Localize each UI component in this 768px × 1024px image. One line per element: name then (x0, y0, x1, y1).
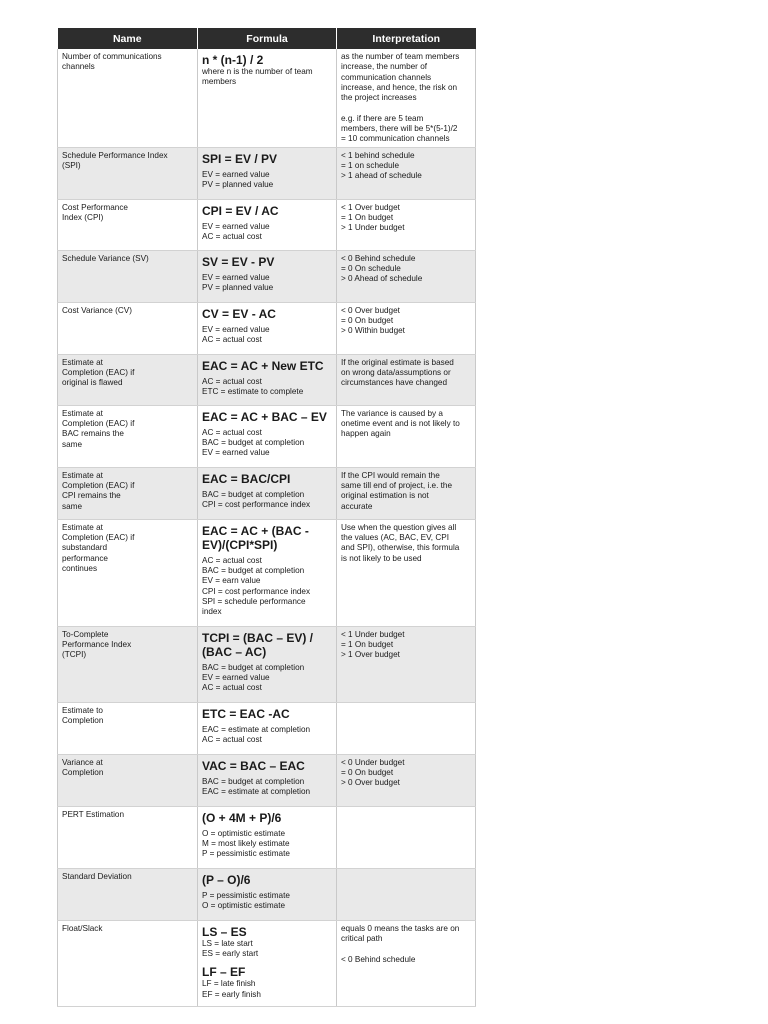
row-name: Float/Slack (62, 923, 103, 933)
row-formula-desc: EAC = estimate at completion AC = actual cost (202, 724, 311, 744)
row-interpretation: < 0 Behind schedule = 0 On schedule > 0 Ahead of schedule (341, 253, 423, 284)
row-name: Schedule Variance (SV) (62, 253, 149, 263)
row-formula: (P – O)/6 (202, 872, 251, 887)
row-formula-desc: AC = actual cost ETC = estimate to complete (202, 376, 304, 396)
row-name: Estimate at Completion (EAC) if CPI remains the same (62, 470, 135, 511)
row-communication-channels (58, 49, 476, 147)
row-name: To-Complete Performance Index (TCPI) (62, 629, 132, 660)
row-formula-desc: BAC = budget at completion EV = earned value AC = actual cost (202, 662, 305, 693)
row-formula-desc: P = pessimistic estimate O = optimistic estimate (202, 890, 290, 910)
row-sv (58, 250, 476, 302)
row-formula-desc: O = optimistic estimate M = most likely estimate P = pessimistic estimate (202, 828, 290, 859)
row-formula: (O + 4M + P)/6 (202, 810, 282, 825)
row-formula: EAC = AC + New ETC (202, 358, 324, 373)
row-formula-desc: EV = earned value AC = actual cost (202, 221, 270, 241)
row-interpretation: Use when the question gives all the values (AC, BAC, EV, CPI and SPI), otherwise, this formula is not likely to be used (341, 522, 460, 563)
row-name: Estimate to Completion (62, 705, 104, 725)
row-name: Estimate at Completion (EAC) if original is flawed (62, 357, 135, 388)
row-formula: CPI = EV / AC (202, 203, 279, 218)
row-std-deviation (58, 868, 476, 920)
row-formula-secondary: LF – EF (202, 965, 246, 980)
row-name: Estimate at Completion (EAC) if BAC remains the same (62, 408, 135, 449)
row-interpretation: < 1 Under budget = 1 On budget > 1 Over budget (341, 629, 405, 660)
row-name: Number of communications channels (62, 52, 162, 72)
row-formula-desc: AC = actual cost BAC = budget at completion EV = earned value (202, 427, 305, 458)
row-tcpi (58, 626, 476, 702)
row-formula: n * (n-1) / 2 (202, 53, 264, 67)
row-formula-desc-secondary: LF = late finish EF = early finish (202, 979, 261, 999)
row-formula: VAC = BAC – EAC (202, 758, 305, 773)
row-interpretation: The variance is caused by a onetime event and is not likely to happen again (341, 408, 460, 439)
row-spi (58, 147, 476, 199)
row-formula: EAC = AC + (BAC - EV)/(CPI*SPI) (202, 523, 309, 552)
formula-table (57, 28, 476, 1007)
row-name: Cost Variance (CV) (62, 305, 132, 315)
header-interpretation: Interpretation (337, 28, 476, 49)
row-interpretation: as the number of team members increase, the number of communication channels increase, and hence, the risk on the project increases e.g. if there are 5 team members, there will be 5*(5-1)/2 = 10 communication channels (341, 52, 460, 144)
row-name: PERT Estimation (62, 809, 125, 819)
row-formula: ETC = EAC -AC (202, 706, 290, 721)
row-formula-desc: BAC = budget at completion CPI = cost performance index (202, 489, 311, 509)
row-name: Schedule Performance Index (SPI) (62, 150, 168, 170)
row-pert (58, 806, 476, 868)
row-formula: TCPI = (BAC – EV) / (BAC – AC) (202, 630, 314, 659)
row-formula: SV = EV - PV (202, 254, 275, 269)
header-row (58, 28, 476, 49)
row-interpretation: < 1 behind schedule = 1 on schedule > 1 ahead of schedule (341, 150, 422, 181)
row-formula: EAC = AC + BAC – EV (202, 409, 327, 424)
row-formula: EAC = BAC/CPI (202, 471, 291, 486)
row-name: Standard Deviation (62, 871, 132, 881)
header-name: Name (58, 28, 198, 49)
row-name: Cost Performance Index (CPI) (62, 202, 128, 222)
row-eac-substandard (58, 519, 476, 626)
row-interpretation: < 0 Over budget = 0 On budget > 0 Within budget (341, 305, 405, 336)
row-vac (58, 754, 476, 806)
row-formula-desc: BAC = budget at completion EAC = estimate at completion (202, 776, 311, 796)
row-interpretation: If the original estimate is based on wrong data/assumptions or circumstances have changed (341, 357, 454, 388)
row-name: Variance at Completion (62, 757, 104, 777)
row-interpretation: < 1 Over budget = 1 On budget > 1 Under budget (341, 202, 405, 233)
row-formula: LS – ES (202, 924, 247, 939)
row-float-slack (58, 920, 476, 1006)
row-formula: CV = EV - AC (202, 306, 276, 321)
row-interpretation: If the CPI would remain the same till end of project, i.e. the original estimation is not accurate (341, 470, 453, 511)
row-formula-desc: EV = earned value PV = planned value (202, 169, 274, 189)
row-formula-desc: EV = earned value AC = actual cost (202, 324, 270, 344)
row-eac-cpi-same (58, 467, 476, 519)
row-interpretation: equals 0 means the tasks are on critical path < 0 Behind schedule (341, 923, 460, 964)
row-name: Estimate at Completion (EAC) if substandard performance continues (62, 522, 135, 573)
row-etc (58, 702, 476, 754)
row-formula-desc: EV = earned value PV = planned value (202, 272, 274, 292)
row-formula-desc: LS = late start ES = early start (202, 938, 259, 958)
header-formula: Formula (198, 28, 337, 49)
row-formula: SPI = EV / PV (202, 151, 278, 166)
row-cpi (58, 199, 476, 250)
row-formula-desc: where n is the number of team members (202, 67, 313, 87)
row-eac-flawed (58, 354, 476, 405)
row-interpretation: < 0 Under budget = 0 On budget > 0 Over budget (341, 757, 405, 788)
formula-sheet (57, 28, 475, 1007)
row-cv (58, 302, 476, 354)
row-formula-desc: AC = actual cost BAC = budget at completion EV = earn value CPI = cost performance index SPI = schedule performance index (202, 555, 311, 617)
row-eac-bac-same (58, 405, 476, 467)
